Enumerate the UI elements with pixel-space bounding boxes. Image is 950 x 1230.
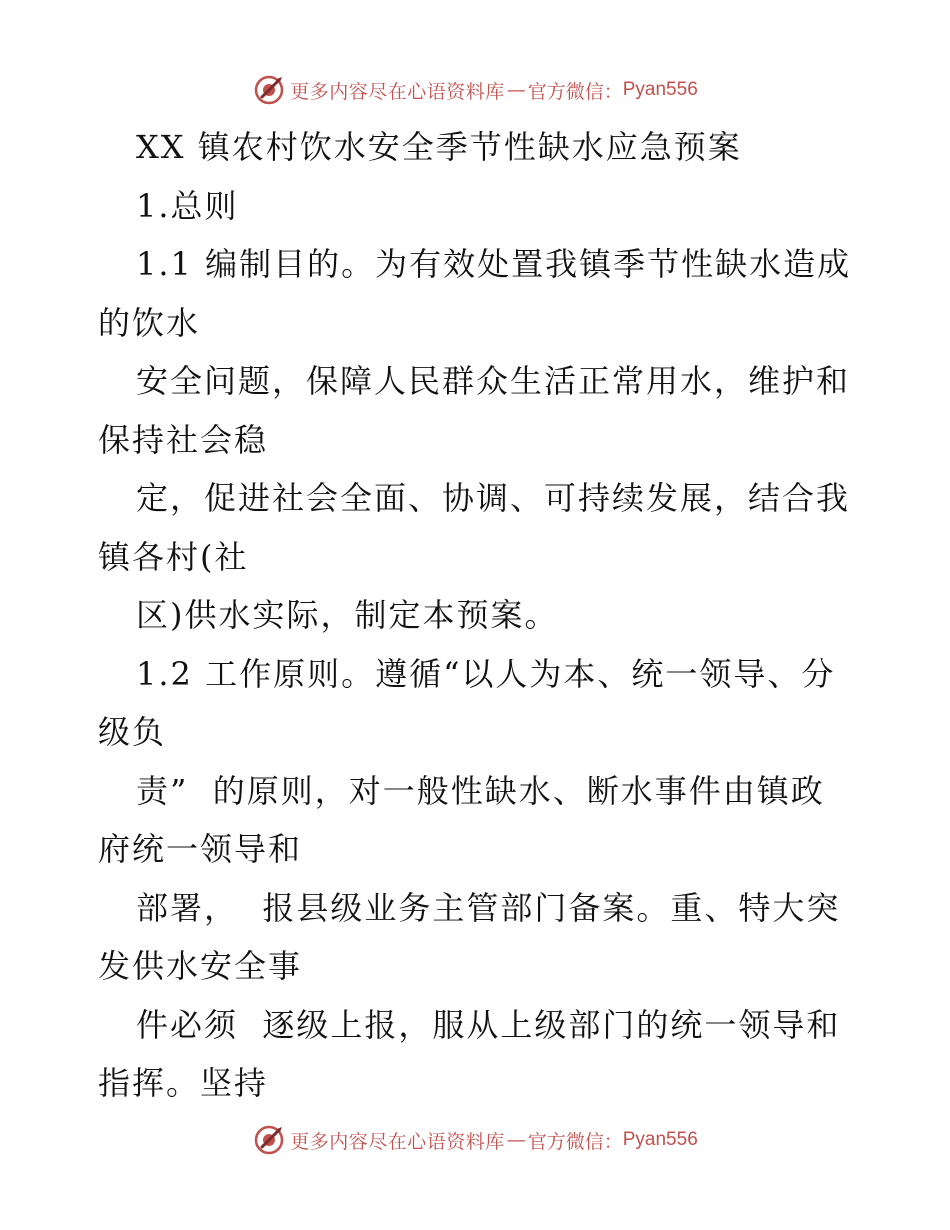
paragraph-line: 指挥。坚持 [98,1064,269,1102]
paragraph-line: 镇各村(社 [98,537,249,576]
paragraph-line: 发供水安全事 [98,947,303,985]
header-banner-contact-id: Pyan556 [622,79,698,100]
paragraph-line: 保持社会稳 [98,420,269,459]
paragraph-line: 1.2 工作原则。遵循“以人为本、统一领导、分 [136,654,836,693]
paragraph-line: 级负 [98,713,167,751]
paragraph-line: 安全问题，保障人民群众生活正常用水，维护和 [136,362,851,400]
paragraph-line: 府统一领导和 [98,830,303,868]
paragraph-line: 责” 的原则，对一般性缺水、断水事件由镇政 [136,771,825,810]
paragraph-line: 定，促进社会全面、协调、可持续发展，结合我 [136,479,851,517]
footer-banner-separator: — [506,1129,526,1151]
footer-banner-text: 更多内容尽在心语资料库 [290,1130,505,1153]
section-heading: 1.总则 [136,186,239,225]
paragraph-line: 的饮水 [98,303,201,342]
brand-logo-icon [252,73,286,107]
document-body [98,118,858,1113]
document-title: XX 镇农村饮水安全季节性缺水应急预案 [136,128,742,166]
paragraph-line: 件必须 逐级上报，服从上级部门的统一领导和 [136,1005,841,1044]
paragraph-line: 部署， 报县级业务主管部门备案。重、特大突 [136,888,841,927]
footer-banner [0,1120,950,1160]
footer-banner-contact-id: Pyan556 [622,1129,698,1150]
header-banner-separator: — [506,79,526,101]
header-banner [0,70,950,110]
brand-logo-icon [252,1123,286,1157]
footer-banner-contact-label: 官方微信： [527,1130,623,1153]
paragraph-line: 区)供水实际，制定本预案。 [136,596,559,634]
header-banner-contact-label: 官方微信： [527,80,623,103]
header-banner-text: 更多内容尽在心语资料库 [290,80,505,103]
paragraph-line: 1.1 编制目的。为有效处置我镇季节性缺水造成 [136,245,852,283]
